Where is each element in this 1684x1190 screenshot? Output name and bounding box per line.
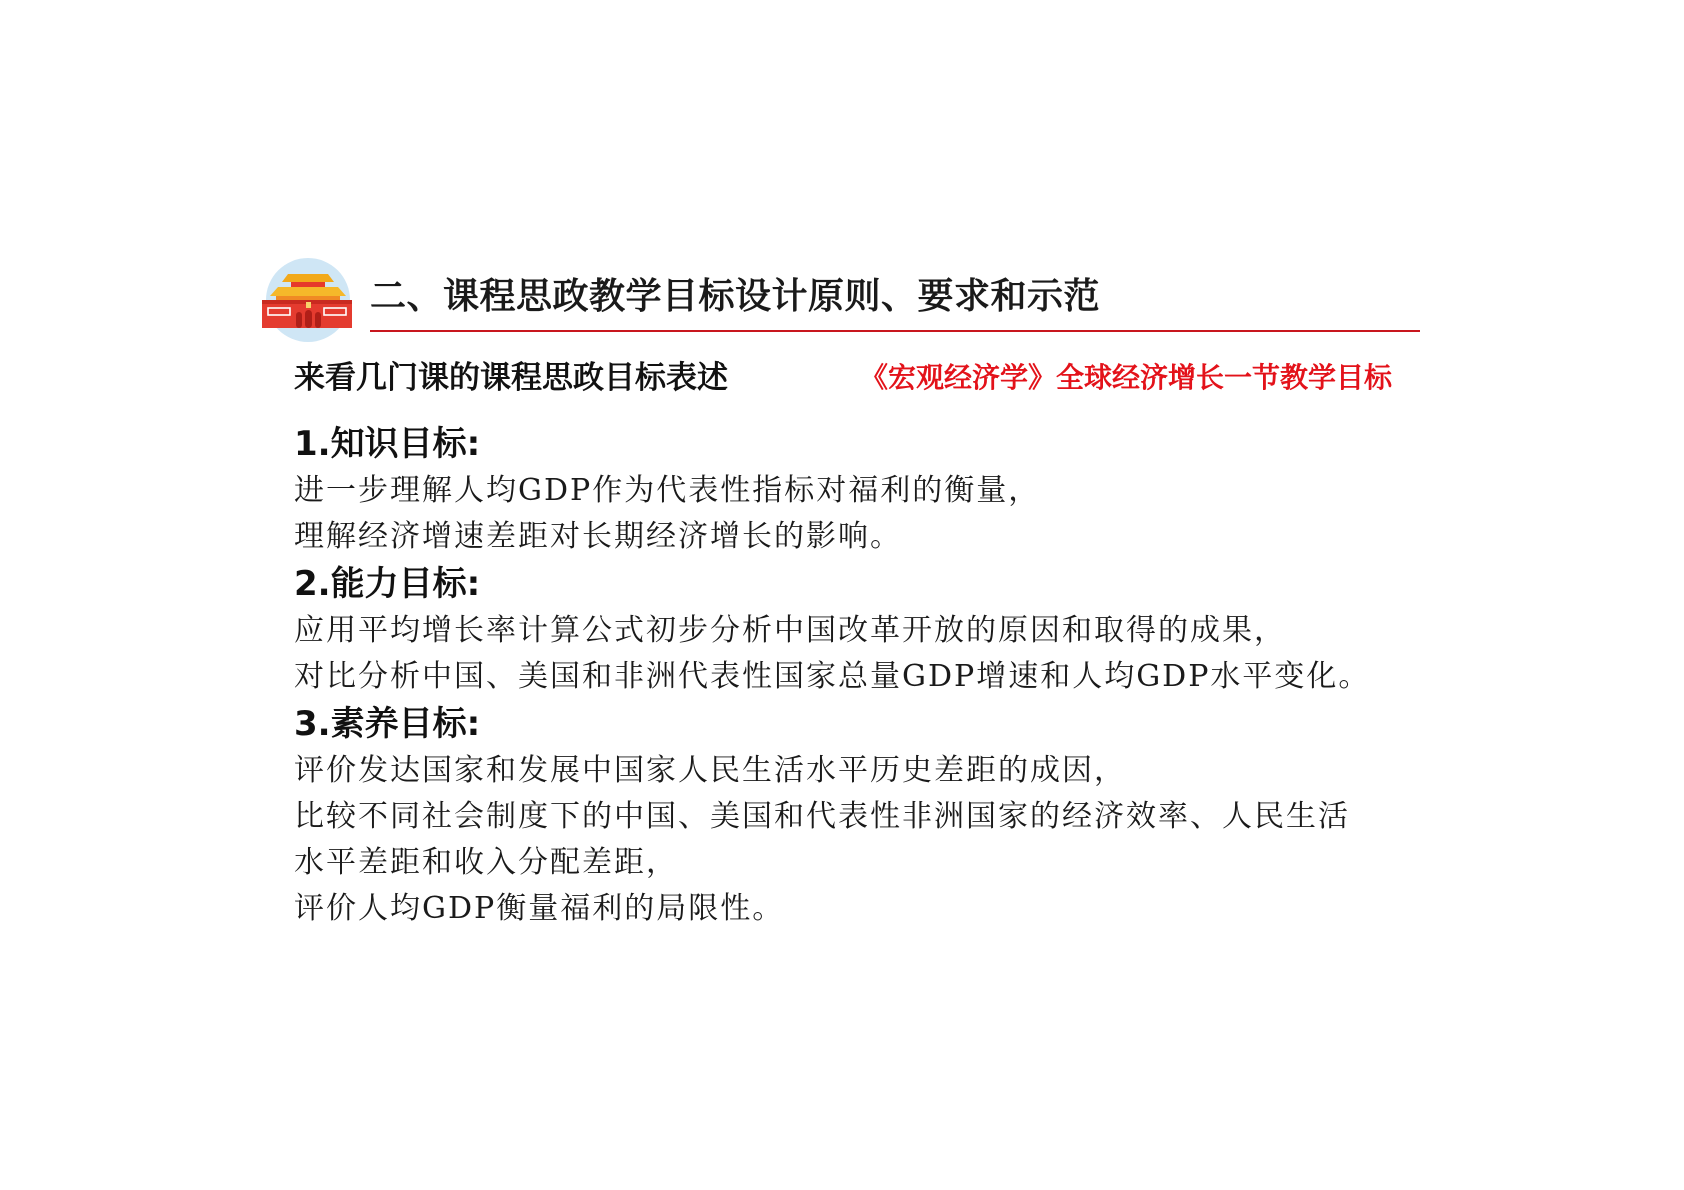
page-title: 二、课程思政教学目标设计原则、要求和示范 xyxy=(370,276,1101,317)
body-line: 评价人均GDP衡量福利的局限性。 xyxy=(294,891,785,926)
body-line: 水平差距和收入分配差距， xyxy=(294,845,678,880)
body-line: 进一步理解人均GDP作为代表性指标对福利的衡量， xyxy=(294,473,1041,508)
title-divider xyxy=(370,330,1420,332)
tiananmen-gate-icon xyxy=(258,258,354,344)
body-line: 评价发达国家和发展中国家人民生活水平历史差距的成因， xyxy=(294,753,1126,788)
objectives-content xyxy=(294,420,1444,932)
course-title: 《宏观经济学》全球经济增长一节教学目标 xyxy=(860,361,1393,394)
body-line: 理解经济增速差距对长期经济增长的影响。 xyxy=(294,519,902,554)
knowledge-objective-section xyxy=(294,420,1444,560)
section-heading: 1.知识目标: xyxy=(294,424,481,464)
ability-objective-section xyxy=(294,560,1444,700)
section-heading: 3.素养目标: xyxy=(294,704,481,744)
body-line: 对比分析中国、美国和非洲代表性国家总量GDP增速和人均GDP水平变化。 xyxy=(294,659,1371,694)
literacy-objective-section xyxy=(294,700,1444,932)
body-line: 应用平均增长率计算公式初步分析中国改革开放的原因和取得的成果， xyxy=(294,613,1286,648)
section-heading: 2.能力目标: xyxy=(294,564,481,604)
body-line: 比较不同社会制度下的中国、美国和代表性非洲国家的经济效率、人民生活 xyxy=(294,799,1350,834)
section-subheading: 来看几门课的课程思政目标表述 xyxy=(294,360,728,396)
